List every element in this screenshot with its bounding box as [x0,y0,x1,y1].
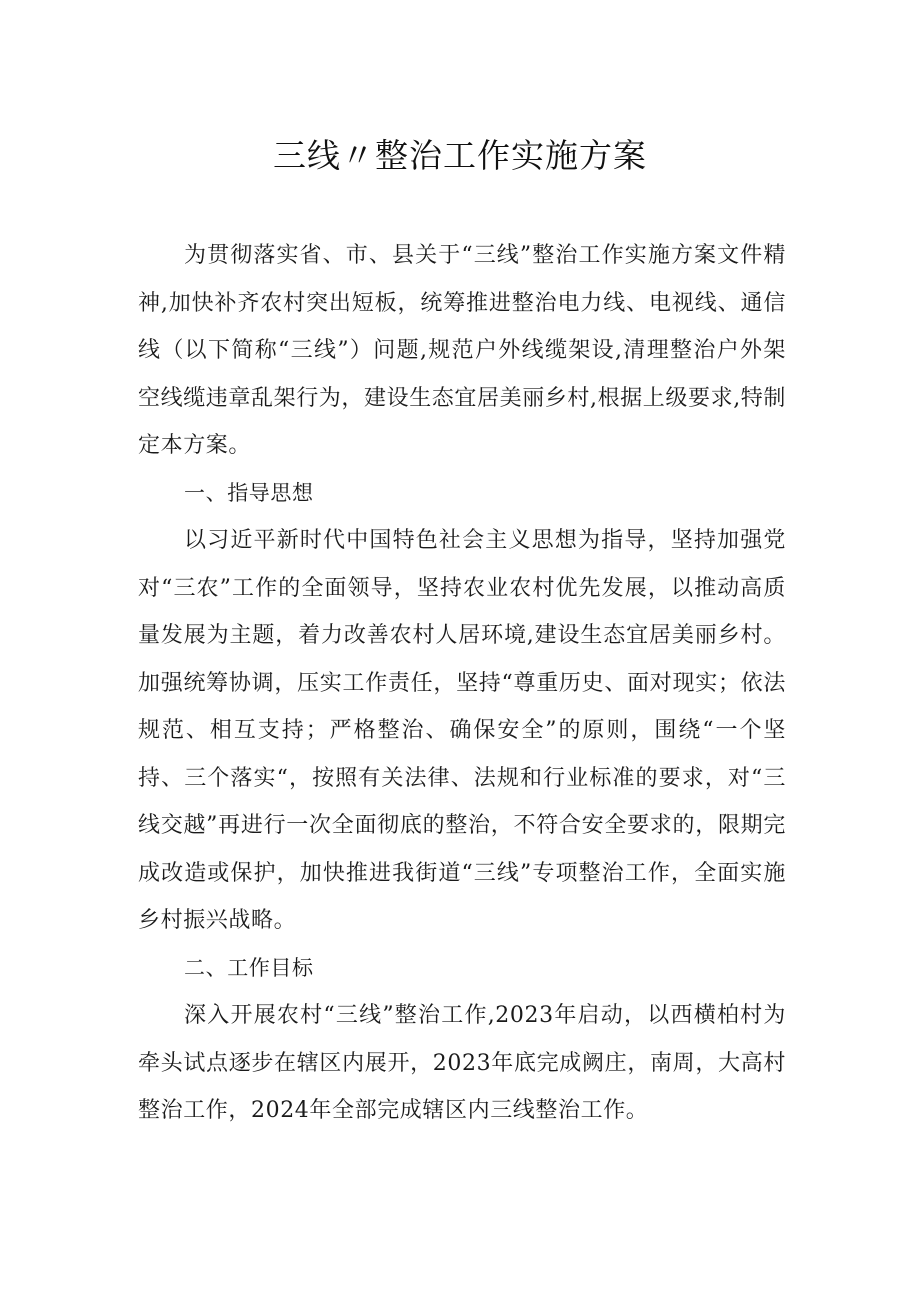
section-heading-guiding-ideology: 一、指导思想 [184,480,314,505]
section-heading-work-goals: 二、工作目标 [184,955,314,980]
document-body [138,232,786,1135]
section-paragraph-work-goals: 深入开展农村“三线”整治工作,2023年启动，以西横柏村为牵头试点逐步在辖区内展开，2023年底完成阙庄，南周，大高村整治工作，2024年全部完成辖区内三线整治工作。 [138,1003,786,1123]
section-paragraph-guiding-ideology: 以习近平新时代中国特色社会主义思想为指导，坚持加强党对“三农”工作的全面领导，坚持农业农村优先发展，以推动高质量发展为主题，着力改善农村人居环境,建设生态宜居美丽乡村。加强统筹协调，压实工作责任，坚持“尊重历史、面对现实；依法规范、相互支持；严格整治、确保安全”的原则，围绕“一个坚持、三个落实“，按照有关法律、法规和行业标准的要求，对“三线交越”再进行一次全面彻底的整治，不符合安全要求的，限期完成改造或保护，加快推进我街道“三线”专项整治工作，全面实施乡村振兴战略。 [138,528,786,933]
intro-paragraph: 为贯彻落实省、市、县关于“三线”整治工作实施方案文件精神,加快补齐农村突出短板，统筹推进整治电力线、电视线、通信线（以下简称“三线”）问题,规范户外线缆架设,清理整治户外架空线缆违章乱架行为，建设生态宜居美丽乡村,根据上级要求,特制定本方案。 [138,243,786,458]
document-title: 三线〃整治工作实施方案 [273,136,647,175]
